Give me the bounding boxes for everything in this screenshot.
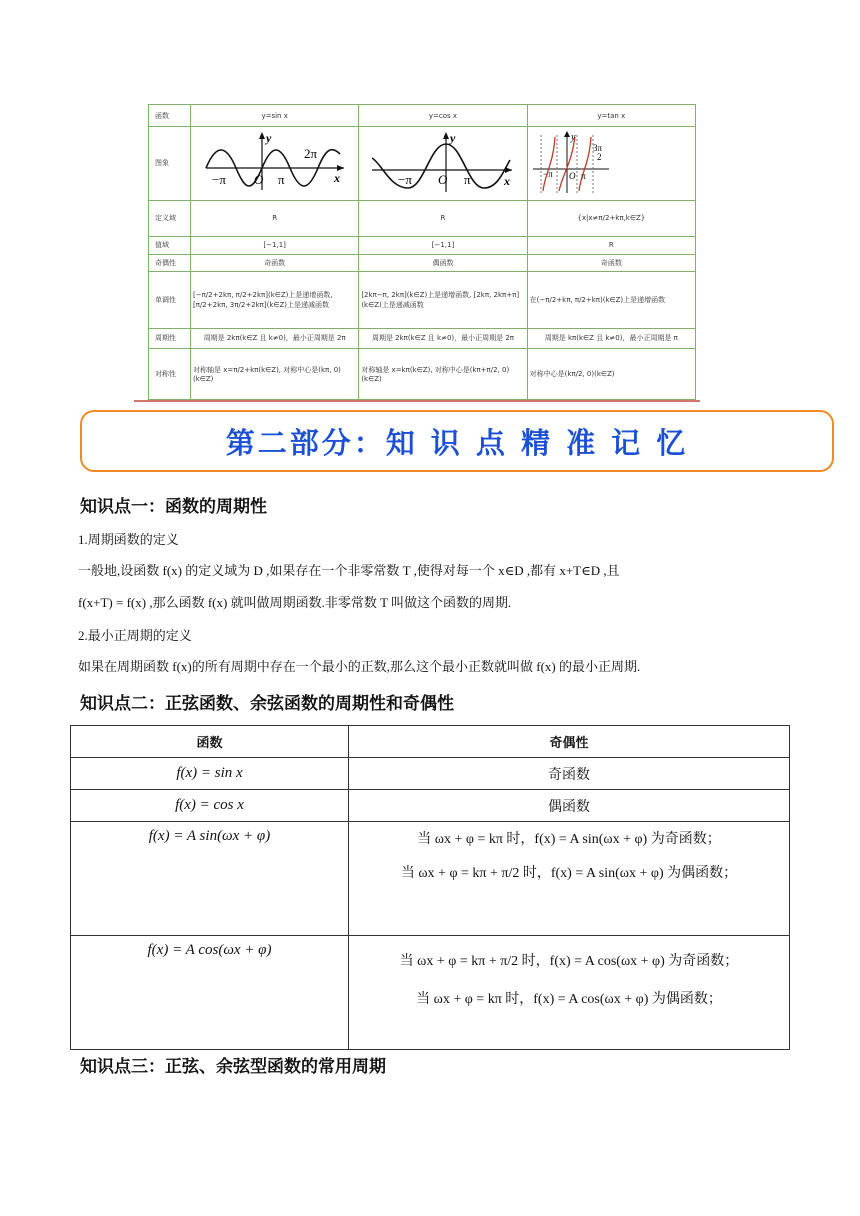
kp1-heading: 知识点一：函数的周期性 bbox=[80, 497, 267, 517]
graph-label: O bbox=[437, 172, 448, 188]
parity-cell bbox=[349, 822, 790, 936]
parity-cell: 奇函数 bbox=[349, 758, 790, 790]
table-cell: R bbox=[359, 200, 527, 237]
table-cell: 偶函数 bbox=[359, 254, 527, 271]
graph-label: −π bbox=[543, 169, 553, 180]
row-label: 单调性 bbox=[149, 271, 191, 328]
parity-cell bbox=[349, 936, 790, 1050]
parity-condition: 当 ωx + φ = kπ 时，f(x) = A sin(ωx + φ) 为奇函数； bbox=[417, 832, 721, 847]
cos-graph-svg bbox=[368, 130, 518, 194]
row-label: 定义域 bbox=[149, 200, 191, 237]
kp1-subheading: 1.周期函数的定义 bbox=[78, 532, 179, 547]
kp1-subheading: 2.最小正周期的定义 bbox=[78, 628, 192, 643]
kp1-paragraph: 一般地,设函数 f(x) 的定义域为 D ,如果存在一个非零常数 T ,使得对每一个 x∈D ,都有 x+T∈D ,且 bbox=[78, 563, 620, 578]
table-cell: 周期是 2kπ(k∈Z 且 k≠0)，最小正周期是 2π bbox=[191, 328, 359, 348]
row-label: 奇偶性 bbox=[149, 254, 191, 271]
row-label: 图象 bbox=[149, 127, 191, 200]
graph-label: x bbox=[503, 174, 510, 189]
kp2-heading: 知识点二：正弦函数、余弦函数的周期性和奇偶性 bbox=[80, 694, 454, 714]
graph-label: O bbox=[253, 172, 264, 188]
row-label: 值域 bbox=[149, 237, 191, 254]
function-cell: f(x) = A sin(ωx + φ) bbox=[71, 822, 349, 936]
table-cell: 周期是 kπ(k∈Z 且 k≠0)，最小正周期是 π bbox=[527, 328, 695, 348]
banner-title: 第二部分：知 识 点 精 准 记 忆 bbox=[225, 425, 689, 460]
parity-condition: 当 ωx + φ = kπ + π/2 时，f(x) = A cos(ωx + φ) 为奇函数； bbox=[399, 954, 739, 969]
graph-label: −π bbox=[211, 172, 226, 188]
table-header: y=tan x bbox=[527, 105, 695, 127]
graph-label: −π bbox=[397, 172, 412, 188]
parity-cell: 偶函数 bbox=[349, 790, 790, 822]
graph-label: π bbox=[277, 172, 285, 188]
trig-summary-table bbox=[148, 104, 696, 400]
column-header: 函数 bbox=[71, 726, 349, 758]
table-cell: 周期是 2kπ(k∈Z 且 k≠0)，最小正周期是 2π bbox=[359, 328, 527, 348]
row-label: 周期性 bbox=[149, 328, 191, 348]
section-banner bbox=[80, 410, 834, 472]
table-cell: [−1,1] bbox=[191, 237, 359, 254]
table-cell: 奇函数 bbox=[527, 254, 695, 271]
graph-label: y bbox=[449, 131, 456, 146]
table-cell: 对称中心是(kπ/2, 0)(k∈Z) bbox=[527, 349, 695, 400]
function-cell: f(x) = cos x bbox=[71, 790, 349, 822]
graph-label: 2 bbox=[597, 152, 602, 163]
table-header: y=cos x bbox=[359, 105, 527, 127]
sin-graph bbox=[191, 127, 359, 200]
function-cell: f(x) = A cos(ωx + φ) bbox=[71, 936, 349, 1050]
graph-label: x bbox=[333, 171, 340, 186]
graph-label: y bbox=[265, 131, 271, 146]
parity-condition: 当 ωx + φ = kπ + π/2 时，f(x) = A sin(ωx + φ) 为偶函数； bbox=[400, 866, 738, 881]
kp1-paragraph: f(x+T) = f(x) ,那么函数 f(x) 就叫做周期函数.非零常数 T 叫做这个函数的周期. bbox=[78, 595, 512, 610]
tan-graph bbox=[527, 127, 695, 200]
column-header: 奇偶性 bbox=[349, 726, 790, 758]
parity-table bbox=[70, 725, 790, 1050]
graph-label: π bbox=[463, 172, 471, 188]
table-header: 函数 bbox=[149, 105, 191, 127]
graph-label: 2π bbox=[303, 146, 317, 162]
kp3-heading: 知识点三：正弦、余弦型函数的常用周期 bbox=[80, 1057, 386, 1077]
table-cell: {x|x≠π/2+kπ,k∈Z} bbox=[527, 200, 695, 237]
table-cell: R bbox=[191, 200, 359, 237]
row-label: 对称性 bbox=[149, 349, 191, 400]
table-cell: 奇函数 bbox=[191, 254, 359, 271]
table-cell: 对称轴是 x=π/2+kπ(k∈Z), 对称中心是(kπ, 0)(k∈Z) bbox=[191, 349, 359, 400]
table-cell: 在(−π/2+kπ, π/2+kπ)(k∈Z)上是递增函数 bbox=[527, 271, 695, 328]
graph-label: 3π bbox=[593, 143, 603, 154]
parity-condition: 当 ωx + φ = kπ 时，f(x) = A cos(ωx + φ) 为偶函数； bbox=[416, 992, 722, 1007]
cos-graph bbox=[359, 127, 527, 200]
graph-label: O bbox=[569, 171, 576, 182]
table-cell: 对称轴是 x=kπ(k∈Z), 对称中心是(kπ+π/2, 0)(k∈Z) bbox=[359, 349, 527, 400]
table-cell: [−π/2+2kπ, π/2+2kπ](k∈Z)上是递增函数, [π/2+2kπ, 3π/2+2kπ](k∈Z)上是递减函数 bbox=[191, 271, 359, 328]
graph-label: π bbox=[581, 171, 586, 182]
table-cell: [2kπ−π, 2kπ](k∈Z)上是递增函数, [2kπ, 2kπ+π](k∈Z)上是递减函数 bbox=[359, 271, 527, 328]
tan-graph-svg bbox=[531, 129, 691, 195]
divider bbox=[134, 400, 700, 402]
sin-graph-svg bbox=[200, 130, 350, 194]
function-cell: f(x) = sin x bbox=[71, 758, 349, 790]
kp1-paragraph: 如果在周期函数 f(x)的所有周期中存在一个最小的正数,那么这个最小正数就叫做 f(x) 的最小正周期. bbox=[78, 659, 641, 674]
table-cell: [−1,1] bbox=[359, 237, 527, 254]
table-cell: R bbox=[527, 237, 695, 254]
table-header: y=sin x bbox=[191, 105, 359, 127]
graph-label: y bbox=[571, 132, 576, 144]
